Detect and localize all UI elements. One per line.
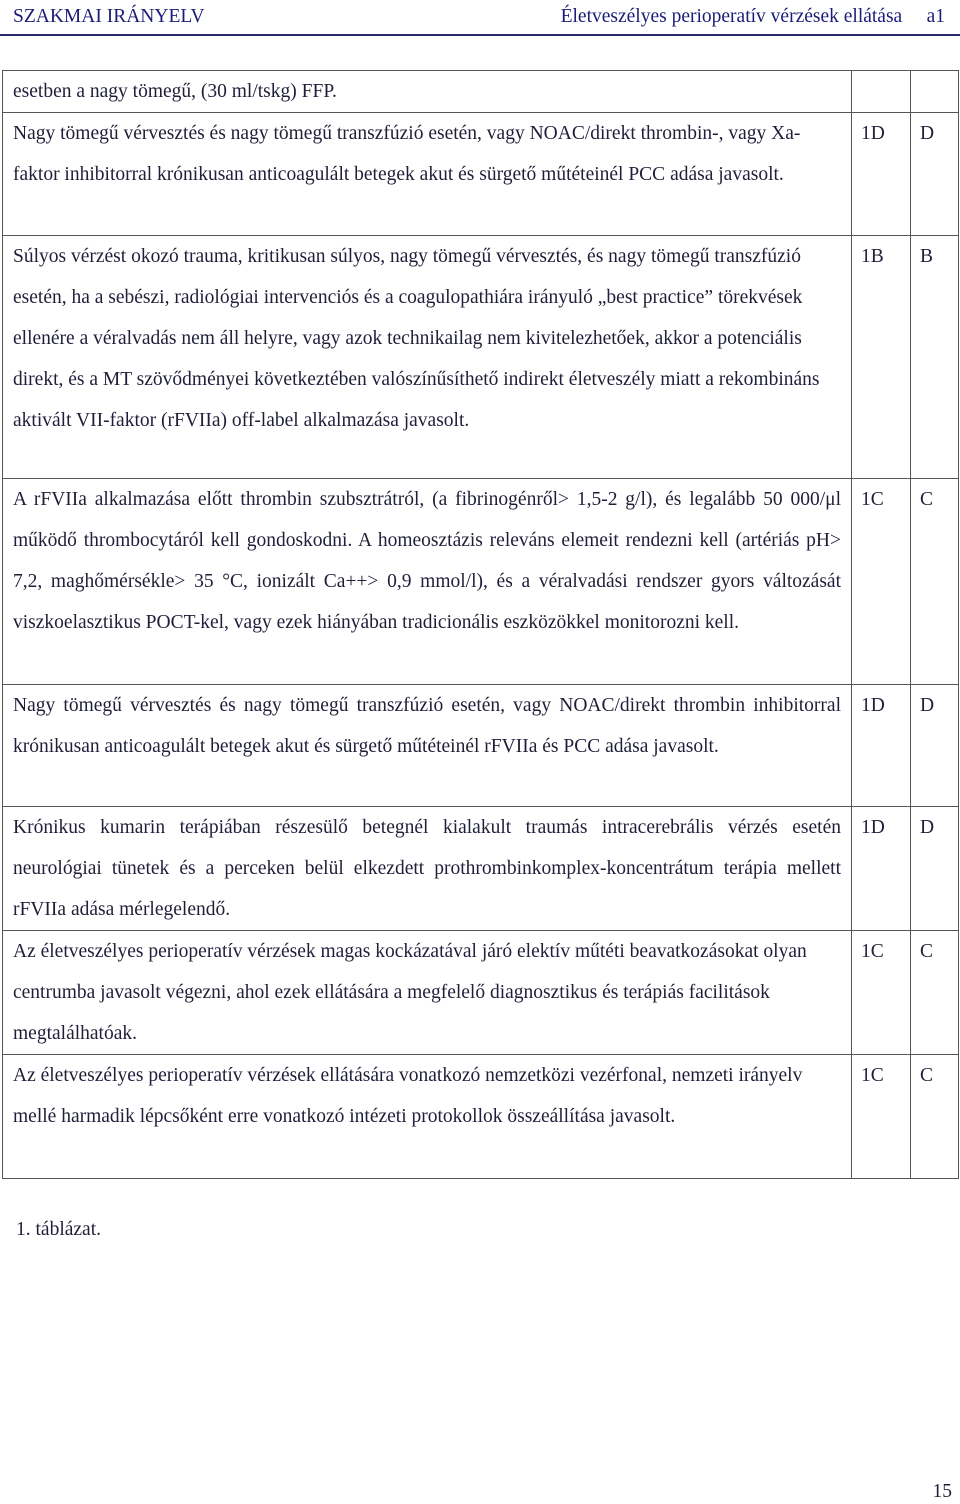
page-number: 15 [932, 1481, 952, 1502]
recommendation-text: Nagy tömegű vérvesztés és nagy tömegű transzfúzió esetén, vagy NOAC/direkt thrombin-, vagy Xa-faktor inhibitorral krónikusan anticoagulált betegek akut és sürgető műtéteinél PCC adása javasolt. [3, 113, 852, 236]
header-guideline-label: SZAKMAI IRÁNYELV [13, 6, 205, 27]
recommendation-grade: 1D [852, 807, 911, 931]
recommendation-text: Nagy tömegű vérvesztés és nagy tömegű transzfúzió esetén, vagy NOAC/direkt thrombin inhibitorral krónikusan anticoagulált betegek akut és sürgető műtéteinél rFVIIa és PCC adása javasolt. [3, 685, 852, 807]
table-row [3, 479, 959, 685]
recommendation-text: A rFVIIa alkalmazása előtt thrombin szubsztrátról, (a fibrinogénről> 1,5-2 g/l), és legalább 50 000/μl működő thrombocytáról kell gondoskodni. A homeosztázis releváns elemeit rendezni kell (artériás pH> 7,2, maghőmérsékle> 35 °C, ionizált Ca++> 0,9 mmol/l), és a véralvadási rendszer gyors változását viszkoelasztikus POCT-kel, vagy ezek hiányában tradicionális eszközökkel monitorozni kell. [3, 479, 852, 685]
header-document-title: Életveszélyes perioperatív vérzések ellátása a1 [560, 6, 945, 27]
recommendation-grade: 1D [852, 113, 911, 236]
table-row [3, 236, 959, 479]
recommendation-grade: 1B [852, 236, 911, 479]
table-row [3, 113, 959, 236]
evidence-level [911, 71, 959, 113]
recommendation-text: Az életveszélyes perioperatív vérzések magas kockázatával járó elektív műtéti beavatkozásokat olyan centrumba javasolt végezni, ahol ezek ellátására a megfelelő diagnosztikus és terápiás facilitások megtalálhatóak. [3, 931, 852, 1055]
table-row [3, 931, 959, 1055]
recommendations-table [2, 70, 959, 1179]
evidence-level: C [911, 479, 959, 685]
recommendation-grade: 1C [852, 931, 911, 1055]
evidence-level: B [911, 236, 959, 479]
evidence-level: C [911, 1055, 959, 1179]
recommendation-text: esetben a nagy tömegű, (30 ml/tskg) FFP. [3, 71, 852, 113]
running-header [13, 4, 945, 30]
table-row [3, 1055, 959, 1179]
evidence-level: D [911, 113, 959, 236]
evidence-level: D [911, 807, 959, 931]
recommendation-grade: 1C [852, 1055, 911, 1179]
recommendation-grade [852, 71, 911, 113]
evidence-level: C [911, 931, 959, 1055]
table-row [3, 71, 959, 113]
header-divider [0, 34, 960, 36]
recommendation-text: Súlyos vérzést okozó trauma, kritikusan súlyos, nagy tömegű vérvesztés, és nagy tömegű transzfúzió esetén, ha a sebészi, radiológiai intervenciós és a coagulopathiára irányuló „best practice” törekvések ellenére a véralvadás nem áll helyre, vagy azok technikailag nem kivitelezhetőek, akkor a potenciális direkt, és a MT szövődményei következtében valószínűsíthető indirekt életveszély miatt a rekombináns aktivált VII-faktor (rFVIIa) off-label alkalmazása javasolt. [3, 236, 852, 479]
table-row [3, 685, 959, 807]
table-caption: 1. táblázat. [16, 1219, 101, 1240]
recommendation-grade: 1D [852, 685, 911, 807]
table-row [3, 807, 959, 931]
recommendation-text: Krónikus kumarin terápiában részesülő betegnél kialakult traumás intracerebrális vérzés esetén neurológiai tünetek és a perceken belül elkezdett prothrombinkomplex-koncentrátum terápia mellett rFVIIa adása mérlegelendő. [3, 807, 852, 931]
recommendation-grade: 1C [852, 479, 911, 685]
recommendation-text: Az életveszélyes perioperatív vérzések ellátására vonatkozó nemzetközi vezérfonal, nemzeti irányelv mellé harmadik lépcsőként erre vonatkozó intézeti protokollok összeállítása javasolt. [3, 1055, 852, 1179]
evidence-level: D [911, 685, 959, 807]
